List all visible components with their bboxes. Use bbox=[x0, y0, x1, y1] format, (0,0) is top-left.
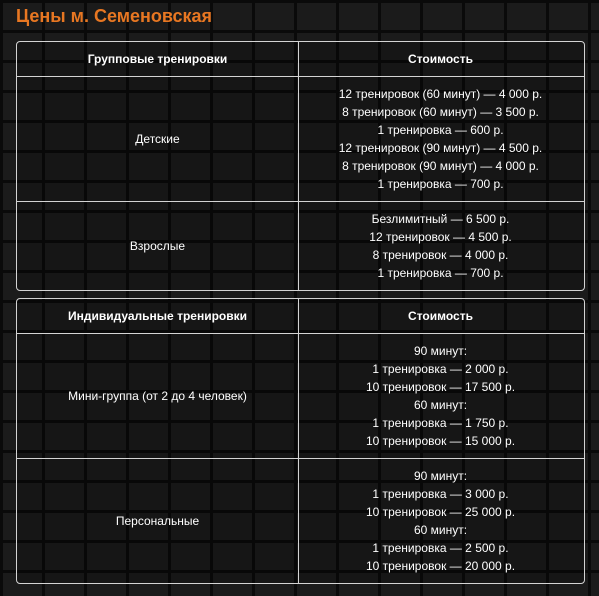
table-row bbox=[17, 201, 584, 290]
price-line: 8 тренировок — 4 000 р. bbox=[372, 248, 509, 262]
price-line: 8 тренировок (90 минут) — 4 000 р. bbox=[342, 159, 539, 173]
table-header-row bbox=[17, 299, 584, 333]
price-line: 12 тренировок — 4 500 р. bbox=[369, 230, 512, 244]
price-line: 60 минут: bbox=[413, 523, 468, 537]
column-header-price: Стоимость bbox=[408, 52, 473, 66]
page-title: Цены м. Семеновская bbox=[16, 6, 213, 26]
table-row bbox=[17, 458, 584, 583]
price-cell bbox=[299, 77, 582, 201]
price-line: 10 тренировок — 15 000 р. bbox=[365, 434, 516, 448]
price-line: 1 тренировка — 1 750 р. bbox=[372, 416, 509, 430]
price-line: 1 тренировка — 700 р. bbox=[377, 266, 504, 280]
price-line: 10 тренировок — 20 000 р. bbox=[365, 559, 516, 573]
price-line: 12 тренировок (60 минут) — 4 000 р. bbox=[338, 87, 543, 101]
price-line: 90 минут: bbox=[413, 344, 468, 358]
table-header-row bbox=[17, 42, 584, 76]
price-line: 1 тренировка — 3 000 р. bbox=[372, 487, 509, 501]
training-type-cell: Детские bbox=[17, 77, 299, 201]
group-price-table bbox=[16, 41, 585, 291]
column-header-type: Групповые тренировки bbox=[17, 42, 299, 76]
price-line: Безлимитный — 6 500 р. bbox=[371, 212, 510, 226]
price-line: 60 минут: bbox=[413, 398, 468, 412]
price-line: 10 тренировок — 17 500 р. bbox=[365, 380, 516, 394]
price-cell bbox=[299, 459, 582, 583]
price-cell bbox=[299, 334, 582, 458]
table-row bbox=[17, 76, 584, 201]
price-line: 1 тренировка — 700 р. bbox=[377, 177, 504, 191]
column-header-type: Индивидуальные тренировки bbox=[17, 299, 299, 333]
price-line: 90 минут: bbox=[413, 469, 468, 483]
price-line: 12 тренировок (90 минут) — 4 500 р. bbox=[338, 141, 543, 155]
price-line: 8 тренировок (60 минут) — 3 500 р. bbox=[342, 105, 539, 119]
training-type-cell: Мини-группа (от 2 до 4 человек) bbox=[17, 334, 299, 458]
training-type-cell: Взрослые bbox=[17, 202, 299, 290]
column-header-price: Стоимость bbox=[408, 309, 473, 323]
price-cell bbox=[299, 202, 582, 290]
price-line: 10 тренировок — 25 000 р. bbox=[365, 505, 516, 519]
price-line: 1 тренировка — 2 500 р. bbox=[372, 541, 509, 555]
training-type-cell: Персональные bbox=[17, 459, 299, 583]
table-row bbox=[17, 333, 584, 458]
price-line: 1 тренировка — 2 000 р. bbox=[372, 362, 509, 376]
price-line: 1 тренировка — 600 р. bbox=[377, 123, 504, 137]
individual-price-table bbox=[16, 298, 585, 584]
